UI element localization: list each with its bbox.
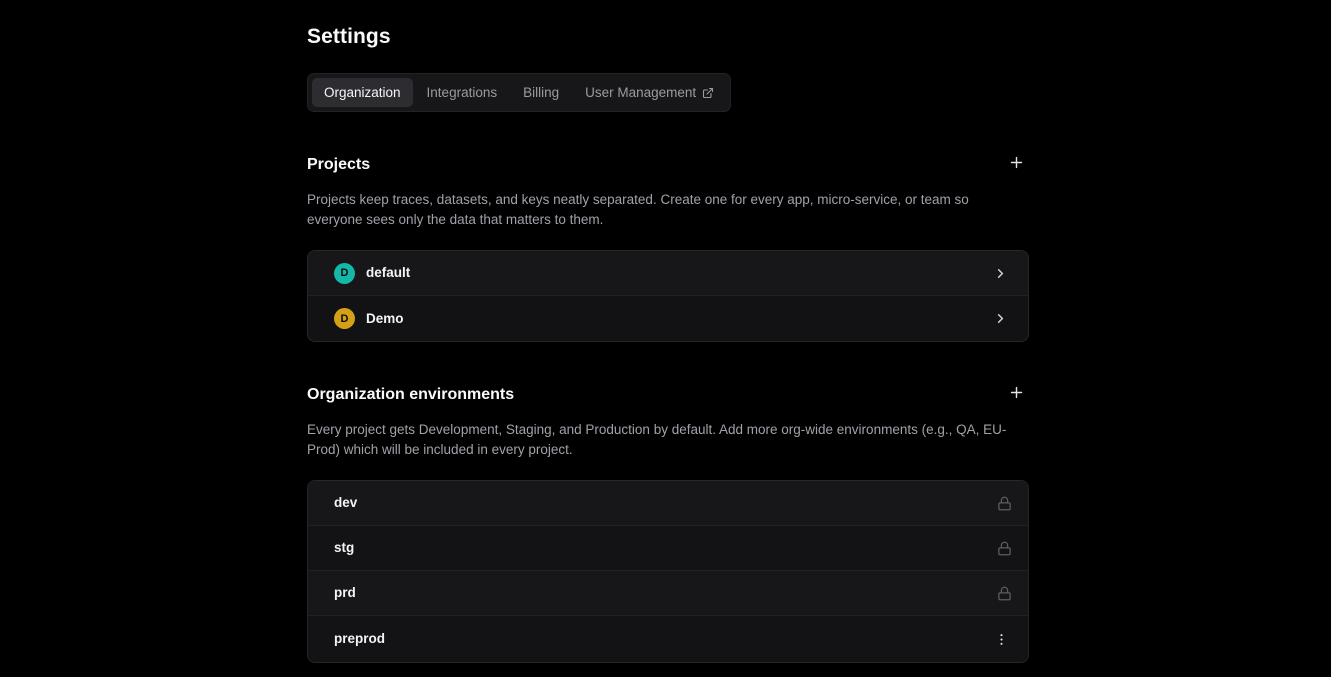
settings-tabs xyxy=(307,73,731,112)
chevron-right-icon[interactable] xyxy=(993,266,1012,281)
table-row[interactable] xyxy=(308,526,1028,571)
list-item[interactable] xyxy=(308,251,1028,296)
list-item[interactable] xyxy=(308,296,1028,341)
environments-section-description: Every project gets Development, Staging, and Production by default. Add more org-wide environments (e.g., QA, EU-Prod) which will be included in every project. xyxy=(307,422,1007,457)
table-row[interactable] xyxy=(308,616,1028,662)
tab-organization-label: Organization xyxy=(324,85,401,100)
environments-section-header xyxy=(307,382,1029,408)
chevron-right-icon[interactable] xyxy=(993,311,1012,326)
project-name: default xyxy=(366,265,411,280)
project-name: Demo xyxy=(366,310,404,326)
environment-name: preprod xyxy=(334,631,386,646)
tab-organization[interactable] xyxy=(312,78,413,107)
avatar-initial: D xyxy=(340,312,349,325)
table-row[interactable] xyxy=(308,571,1028,616)
add-project-button[interactable] xyxy=(1003,152,1029,178)
tab-integrations[interactable] xyxy=(415,78,510,107)
tab-billing-label: Billing xyxy=(523,85,560,100)
settings-content xyxy=(307,0,1029,663)
plus-icon xyxy=(1008,384,1025,406)
environment-name: dev xyxy=(334,495,358,510)
environments-section-title: Organization environments xyxy=(307,386,515,403)
projects-section-description: Projects keep traces, datasets, and keys neatly separated. Create one for every app, micro-service, or team so everyone sees only the data that matters to them. xyxy=(307,192,969,227)
environments-section xyxy=(307,382,1029,663)
environment-name: prd xyxy=(334,585,356,600)
external-link-icon xyxy=(702,87,714,99)
projects-section-header xyxy=(307,152,1029,178)
projects-section xyxy=(307,152,1029,342)
projects-section-title: Projects xyxy=(307,156,371,173)
more-vertical-icon[interactable] xyxy=(990,626,1012,652)
tab-user-management[interactable] xyxy=(573,78,726,107)
add-environment-button[interactable] xyxy=(1003,382,1029,408)
avatar xyxy=(334,308,355,329)
avatar xyxy=(334,263,355,284)
tab-user-management-label: User Management xyxy=(585,85,697,100)
environment-name: stg xyxy=(334,540,355,555)
plus-icon xyxy=(1008,154,1025,176)
lock-icon xyxy=(997,586,1012,601)
avatar-initial: D xyxy=(340,267,349,279)
environments-list xyxy=(307,480,1029,663)
table-row[interactable] xyxy=(308,481,1028,526)
lock-icon xyxy=(997,541,1012,556)
lock-icon xyxy=(997,496,1012,511)
page-title: Settings xyxy=(307,25,391,48)
projects-list xyxy=(307,250,1029,342)
tab-integrations-label: Integrations xyxy=(426,85,498,100)
tab-billing[interactable] xyxy=(511,78,571,107)
